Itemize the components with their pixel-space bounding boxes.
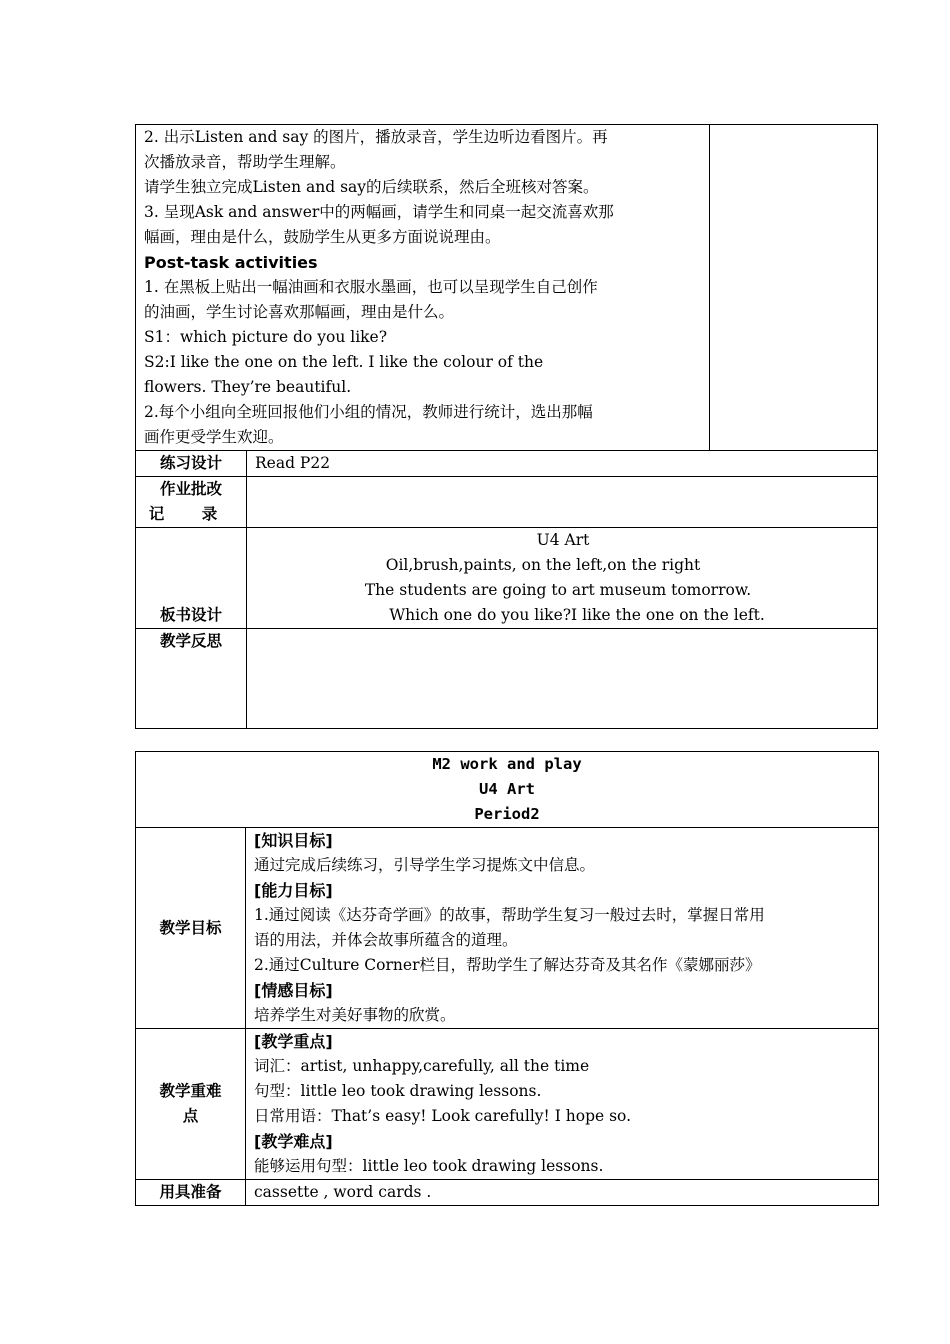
objectives-label: 教学目标 [136,828,246,1029]
post-task-line: 2.每个小组向全班回报他们小组的情况，教师进行统计，选出那幅 [144,403,593,421]
post-task-heading: Post-task activities [144,253,318,272]
post-task-line: 的油画，学生讨论喜欢那幅画，理由是什么。 [144,303,455,321]
knowledge-text: 通过完成后续练习，引导学生学习提炼文中信息。 [254,856,596,874]
procedure-line: 次播放录音，帮助学生理解。 [144,153,346,171]
homework-label [136,477,247,528]
ability-line: 2.通过Culture Corner栏目，帮助学生了解达芬奇及其名作《蒙娜丽莎》 [254,956,761,974]
practice-value: Read P22 [247,451,878,477]
reflection-value [247,629,878,729]
focus-line: 日常用语：That’s easy! Look carefully! I hope so. [254,1107,632,1125]
focus-line: 词汇：artist, unhappy,carefully, all the time [254,1057,590,1075]
ability-line: 语的用法，并体会故事所蕴含的道理。 [254,931,518,949]
emotion-text: 培养学生对美好事物的欣赏。 [254,1006,456,1024]
procedure-line: 请学生独立完成Listen and say的后续联系，然后全班核对答案。 [144,178,599,196]
procedure-cell [136,125,710,451]
key-points-content [246,1029,879,1180]
board-line: Oil,brush,paints, on the left,on the right [385,556,701,574]
board-line: Which one do you like?I like the one on the left. [389,606,765,624]
key-points-label-line2: 点 [182,1107,199,1125]
procedure-line: 2. 出示Listen and say 的图片，播放录音，学生边听边看图片。再 [144,128,608,146]
procedure-line: 幅画，理由是什么，鼓励学生从更多方面说说理由。 [144,228,501,246]
focus-line: 句型：little leo took drawing lessons. [254,1082,542,1100]
ability-line: 1.通过阅读《达芬奇学画》的故事，帮助学生复习一般过去时，掌握日常用 [254,906,765,924]
reflection-label: 教学反思 [136,629,247,729]
focus-heading: [教学重点] [254,1032,333,1051]
board-line: The students are going to art museum tomorrow. [364,581,752,599]
post-task-line: S2:I like the one on the left. I like the colour of the [144,353,544,371]
board-label: 板书设计 [136,528,247,629]
difficulty-heading: [教学难点] [254,1132,333,1151]
materials-value: cassette , word cards . [246,1180,879,1206]
materials-label: 用具准备 [136,1180,246,1206]
key-points-label-line1: 教学重难 [159,1082,222,1100]
lesson-period-title: Period2 [474,805,540,823]
procedure-line: 3. 呈现Ask and answer中的两幅画，请学生和同桌一起交流喜欢那 [144,203,614,221]
post-task-line: 1. 在黑板上贴出一幅油画和衣服水墨画，也可以呈现学生自己创作 [144,278,598,296]
difficulty-text: 能够运用句型：little leo took drawing lessons. [254,1157,604,1175]
lesson-unit-title: U4 Art [479,780,535,798]
objectives-content [246,828,879,1029]
emotion-heading: [情感目标] [254,981,333,1000]
homework-label-line1: 作业批改 [159,480,222,498]
board-content [247,528,878,629]
post-task-line: flowers. They’re beautiful. [144,378,352,396]
ability-heading: [能力目标] [254,881,333,900]
homework-value [247,477,878,528]
knowledge-heading: [知识目标] [254,831,333,850]
lesson-module-title: M2 work and play [432,755,582,773]
post-task-line: S1：which picture do you like? [144,328,388,346]
practice-label: 练习设计 [136,451,247,477]
lesson-plan-table-bottom [135,751,879,1206]
lesson-header [136,752,879,828]
notes-cell [710,125,878,451]
lesson-plan-table-top [135,124,878,729]
board-line: U4 Art [536,531,590,549]
key-points-label [136,1029,246,1180]
post-task-line: 画作更受学生欢迎。 [144,428,284,446]
homework-label-line2: 记 录 [148,505,234,523]
